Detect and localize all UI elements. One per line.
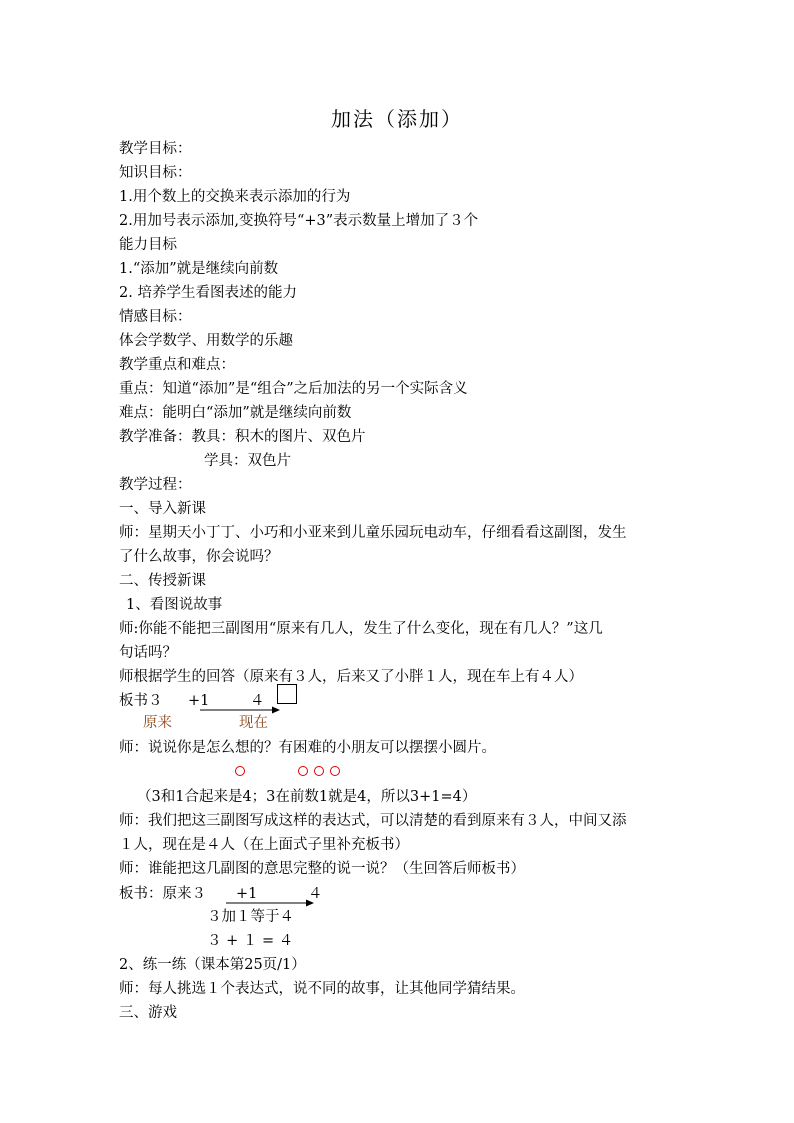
document-title: 加法（添加）: [331, 107, 463, 131]
text-line: 了什么故事，你会说吗？: [119, 549, 279, 565]
text-line: 三、游戏: [119, 1005, 177, 1021]
text-line: 二、传授新课: [119, 573, 206, 589]
text-line: 2. 培养学生看图表述的能力: [119, 285, 297, 301]
text-line: 2、练一练（课本第25页/1）: [119, 957, 306, 973]
text-line: 重点：知道“添加”是“组合”之后加法的另一个实际含义: [119, 381, 468, 397]
counter-circle-icon: [298, 766, 308, 776]
text-line: 难点：能明白“添加”就是继续向前数: [119, 405, 352, 421]
board-op: +1: [236, 886, 258, 902]
text-line: 1.“添加”就是继续向前数: [119, 261, 279, 277]
label-original: 原来: [143, 715, 172, 731]
text-line: 师：星期天小丁丁、小巧和小亚来到儿童乐园玩电动车，仔细看看这副图，发生: [119, 525, 627, 541]
label-now: 现在: [239, 715, 268, 731]
answer-box: [277, 684, 297, 704]
counter-circle-icon: [314, 766, 324, 776]
text-line: （3和1合起来是4；3在前数1就是4，所以3+1=4）: [137, 789, 477, 805]
text-line: 一、导入新课: [119, 501, 206, 517]
board-equation: ３ + １ = ４: [207, 933, 294, 949]
text-line: 师:你能不能把三副图用“原来有几人，发生了什么变化，现在有几人？”这几: [119, 621, 603, 637]
text-line: 知识目标：: [119, 165, 192, 181]
text-line: 2.用加号表示添加,变换符号“+3”表示数量上增加了３个: [119, 213, 479, 229]
text-line: 师：谁能把这几副图的意思完整的说一说？（生回答后师板书）: [119, 861, 525, 877]
board-label: 板书：原来３: [119, 886, 206, 902]
board-equation-words: ３加１等于４: [207, 909, 294, 925]
counter-circle-icon: [235, 766, 245, 776]
text-line: 师根据学生的回答（原来有３人，后来又了小胖１人，现在车上有４人）: [119, 669, 583, 685]
text-line: 教学目标：: [119, 141, 192, 157]
text-line: １人，现在是４人（在上面式子里补充板书）: [119, 837, 409, 853]
text-line: 师：每人挑选１个表达式，说不同的故事，让其他同学猜结果。: [119, 981, 525, 997]
text-line: 教学准备：教具：积木的图片、双色片: [119, 429, 366, 445]
text-line: 1.用个数上的交换来表示添加的行为: [119, 189, 351, 205]
text-line: 学具：双色片: [204, 453, 291, 469]
text-line: 师：说说你是怎么想的？有困难的小朋友可以摆摆小圆片。: [119, 740, 496, 756]
text-line: 体会学数学、用数学的乐趣: [119, 333, 293, 349]
board-result: ４: [308, 886, 323, 902]
text-line: 教学重点和难点：: [119, 357, 235, 373]
board-op: +1: [188, 693, 210, 709]
text-line: 教学过程：: [119, 477, 192, 493]
counter-circle-icon: [330, 766, 340, 776]
text-line: 句话吗？: [119, 645, 177, 661]
text-line: 师：我们把这三副图写成这样的表达式，可以清楚的看到原来有３人，中间又添: [119, 813, 627, 829]
text-line: 能力目标: [119, 237, 177, 253]
board-result: ４: [250, 693, 265, 709]
text-line: 1、看图说故事: [126, 597, 223, 613]
text-line: 情感目标：: [119, 309, 192, 325]
board-label: 板书３: [119, 693, 163, 709]
